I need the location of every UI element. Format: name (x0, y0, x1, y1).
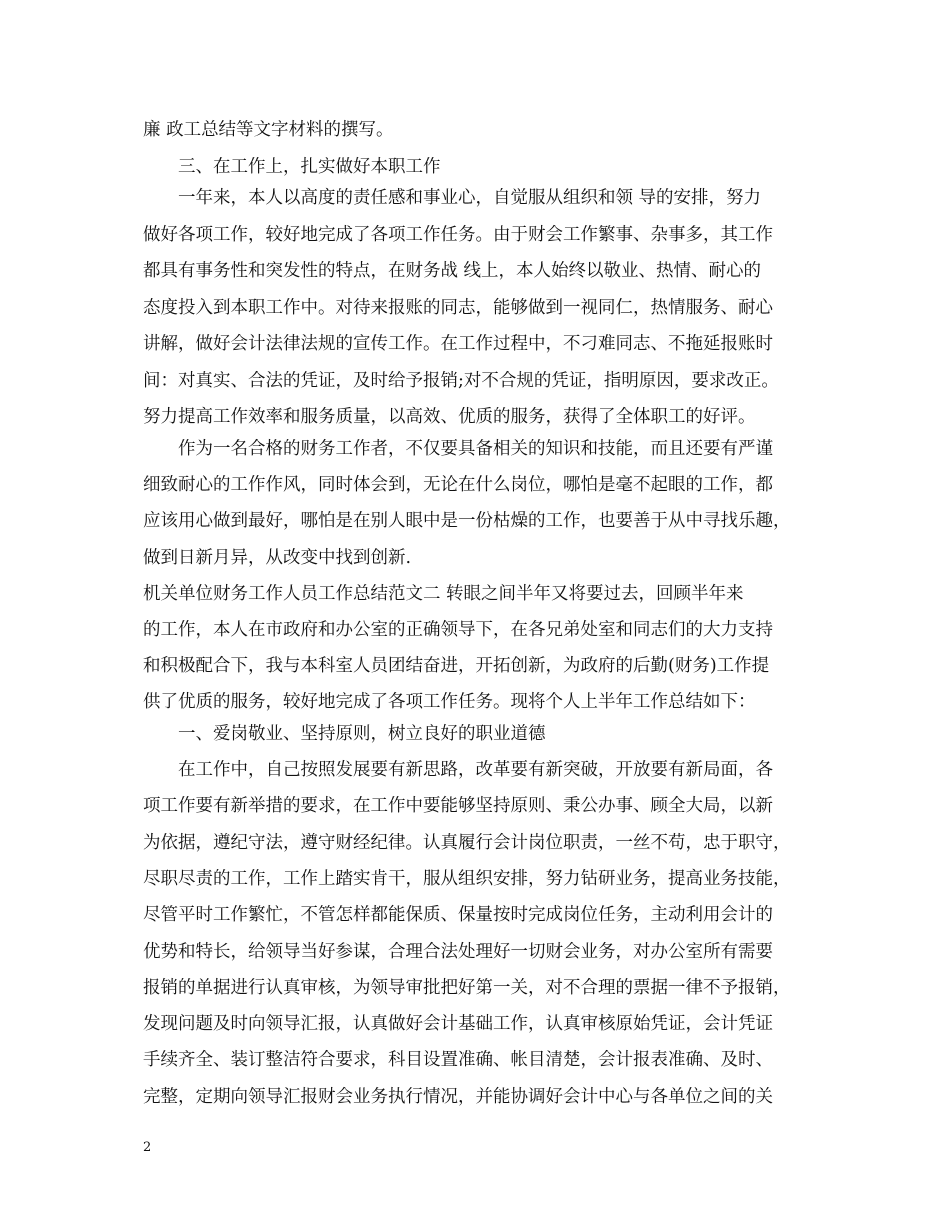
section-heading: 三、在工作上，扎实做好本职工作 (178, 157, 441, 177)
text-line: 廉 政工总结等文字材料的撰写。 (143, 120, 394, 140)
text-line: 的工作，本人在市政府和办公室的正确领导下，在各兄弟处室和同志们的大力支持 (143, 620, 773, 640)
document-title-line: 机关单位财务工作人员工作总结范文二 转眼之间半年又将要过去，回顾半年来 (143, 584, 744, 604)
page-number: 2 (143, 1140, 152, 1155)
text-line: 手续齐全、装订整洁符合要求，科目设置准确、帐目清楚，会计报表准确、及时、 (143, 1050, 773, 1070)
text-line: 项工作要有新举措的要求，在工作中要能够坚持原则、秉公办事、顾全大局，以新 (143, 796, 773, 816)
text-line: 尽管平时工作繁忙，不管怎样都能保质、保量按时完成岗位任务，主动利用会计的 (143, 905, 773, 925)
text-line: 一年来，本人以高度的责任感和事业心，自觉服从组织和领 导的安排，努力 (178, 188, 762, 208)
text-line: 间：对真实、合法的凭证，及时给予报销;对不合规的凭证，指明原因，要求改正。 (143, 371, 779, 391)
text-line: 报销的单据进行认真审核，为领导审批把好第一关，对不合理的票据一律不予报销， (143, 978, 791, 998)
text-line: 讲解，做好会计法律法规的宣传工作。在工作过程中，不刁难同志、不拖延报账时 (143, 334, 773, 354)
text-line: 态度投入到本职工作中。对待来报账的同志，能够做到一视同仁，热情服务、耐心 (143, 298, 773, 318)
text-line: 努力提高工作效率和服务质量，以高效、优质的服务，获得了全体职工的好评。 (143, 407, 756, 427)
text-line: 在工作中，自己按照发展要有新思路，改革要有新突破，开放要有新局面，各 (178, 760, 773, 780)
text-line: 作为一名合格的财务工作者，不仅要具备相关的知识和技能，而且还要有严谨 (178, 439, 773, 459)
text-line: 应该用心做到最好，哪怕是在别人眼中是一份枯燥的工作，也要善于从中寻找乐趣， (143, 511, 791, 531)
text-line: 优势和特长，给领导当好参谋，合理合法处理好一切财会业务，对办公室所有需要 (143, 942, 773, 962)
text-line: 供了优质的服务，较好地完成了各项工作任务。现将个人上半年工作总结如下： (143, 692, 756, 712)
text-line: 和积极配合下，我与本科室人员团结奋进，开拓创新，为政府的后勤(财务)工作提 (143, 656, 770, 676)
text-line: 细致耐心的工作作风，同时体会到，无论在什么岗位，哪怕是毫不起眼的工作，都 (143, 475, 773, 495)
text-line: 完整，定期向领导汇报财会业务执行情况，并能协调好会计中心与各单位之间的关 (143, 1087, 773, 1107)
text-line: 做到日新月异，从改变中找到创新. (143, 548, 412, 568)
section-heading: 一、爱岗敬业、坚持原则，树立良好的职业道德 (178, 724, 546, 744)
text-line: 都具有事务性和突发性的特点，在财务战 线上，本人始终以敬业、热情、耐心的 (143, 261, 762, 281)
text-line: 发现问题及时向领导汇报，认真做好会计基础工作，认真审核原始凭证，会计凭证 (143, 1014, 773, 1034)
text-line: 为依据，遵纪守法，遵守财经纪律。认真履行会计岗位职责，一丝不苟，忠于职守， (143, 833, 791, 853)
text-line: 做好各项工作，较好地完成了各项工作任务。由于财会工作繁事、杂事多，其工作 (143, 225, 773, 245)
text-line: 尽职尽责的工作，工作上踏实肯干，服从组织安排，努力钻研业务，提高业务技能， (143, 869, 791, 889)
